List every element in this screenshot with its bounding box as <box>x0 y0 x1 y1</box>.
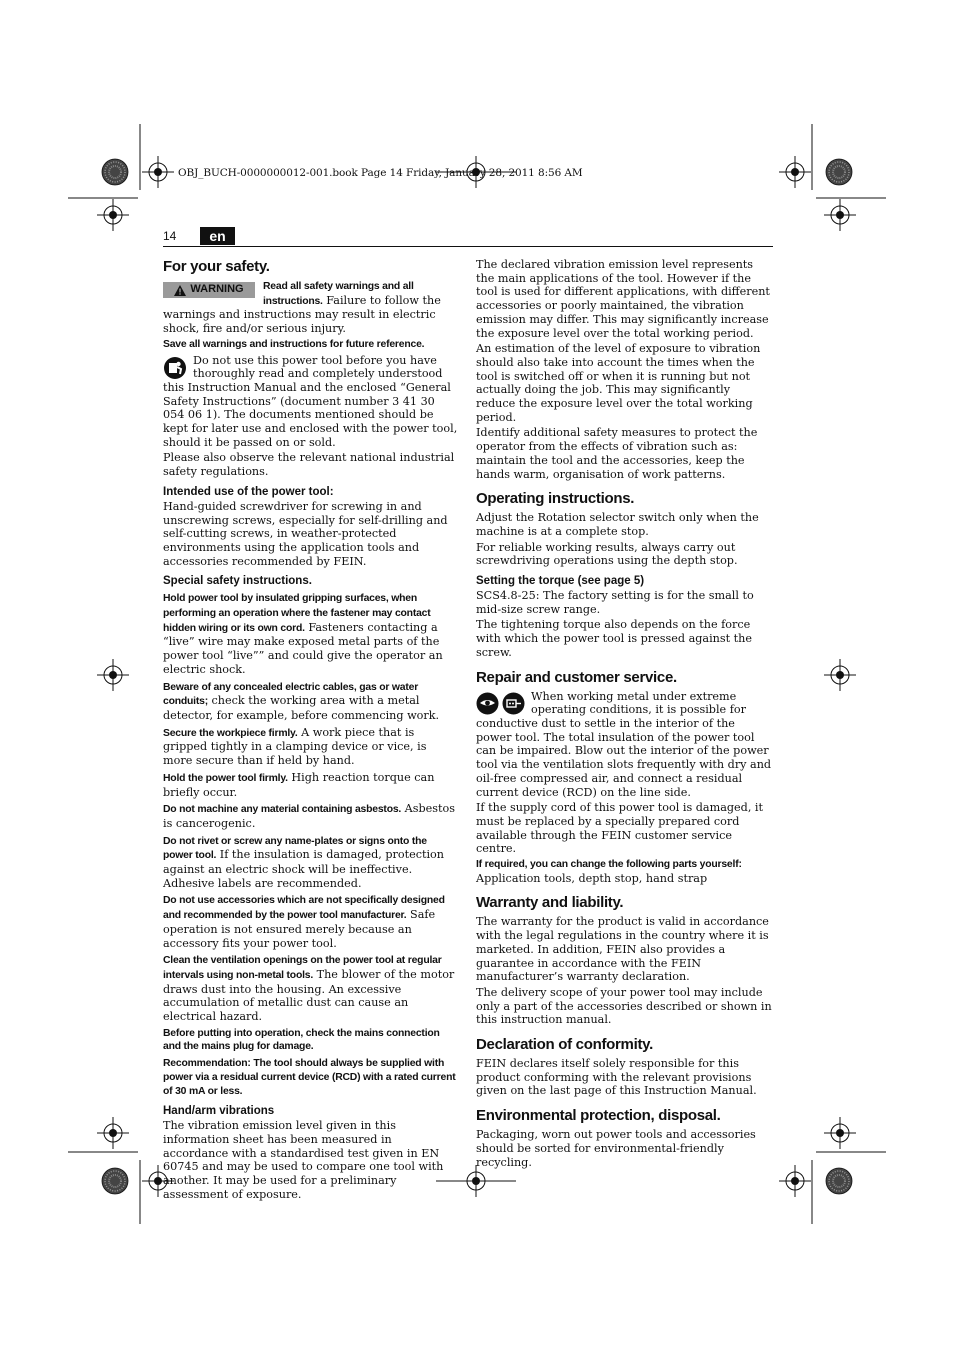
warning-body-text: Failure to follow the warnings and instructions may result in electric shock, fire and/or serious injury. <box>163 293 441 336</box>
vibration-paragraph: Identify additional safety measures to protect the operator from the effects of vibration such as: maintain the tool and the accessories, keep the hands warm, organisation of work patterns. <box>476 426 758 481</box>
safety-item-bold: Secure the workpiece firmly. <box>163 727 298 739</box>
replaceable-parts-text: Application tools, depth stop, hand strap <box>476 871 708 885</box>
national-regulations: Please also observe the relevant national industrial safety regulations. <box>163 451 455 479</box>
safety-item-text: The blower of the motor draws dust into the housing. An excessive accumulation of metallic dust can cause an electrical hazard. <box>163 967 455 1024</box>
replaceable-parts-bold: If required, you can change the following parts yourself: <box>476 859 742 871</box>
safety-item-bold: Hold power tool by insulated gripping surfaces, when performing an operation where the fastener may contact hidden wiring or its own cord. <box>163 593 431 634</box>
torque-paragraph: SCS4.8-25: The factory setting is for the small to mid-size screw range. <box>476 589 754 616</box>
warranty-paragraph: The delivery scope of your power tool may include only a part of the accessories described or shown in this instruction manual. <box>476 985 772 1027</box>
safety-item-text: High reaction torque can briefly occur. <box>163 770 435 799</box>
repair-paragraph: If the supply cord of this power tool is damaged, it must be replaced by a specially prepared cord available through the FEIN customer service centre. <box>476 801 764 856</box>
book-header-line: OBJ_BUCH-0000000012-001.book Page 14 Friday, January 28, 2011 8:56 AM <box>178 167 583 179</box>
read-manual-paragraph <box>163 354 459 450</box>
safety-item: Recommendation: The tool should always be supplied with power via a residual current device (RCD) with a rated current of 30 mA or less. <box>163 1058 456 1097</box>
repair-paragraph <box>476 690 772 800</box>
safety-item: Before putting into operation, check the mains connection and the mains plug for damage. <box>163 1027 440 1053</box>
warning-badge-label: WARNING <box>190 283 244 296</box>
vibration-heading: Hand/arm vibrations <box>163 1105 275 1118</box>
safety-item-text: Asbestos is cancerogenic. <box>163 802 455 830</box>
operating-paragraph: Adjust the Rotation selector switch only when the machine is at a complete stop. <box>476 511 759 538</box>
eye-protection-icon <box>476 692 499 715</box>
safety-item <box>163 726 459 768</box>
warning-badge <box>163 282 255 298</box>
save-instructions: Save all warnings and instructions for future reference. <box>163 338 425 350</box>
special-safety-heading: Special safety instructions. <box>163 575 312 588</box>
safety-item <box>163 893 459 950</box>
warning-triangle-icon <box>174 285 186 296</box>
section-title-warranty: Warranty and liability. <box>476 894 624 912</box>
safety-item <box>163 680 459 723</box>
intended-use-heading: Intended use of the power tool: <box>163 485 334 498</box>
read-manual-icon <box>163 356 187 380</box>
torque-heading: Setting the torque (see page 5) <box>476 575 645 588</box>
section-title-operating: Operating instructions. <box>476 490 635 508</box>
safety-item-bold: Clean the ventilation openings on the power tool at regular intervals using non-metal tools. <box>163 955 442 981</box>
repair-text: When working metal under extreme operating conditions, it is possible for conductive dust to settle in the interior of the power tool. The total insulation of the power tool can be impaired. Blow out the interior of the power tool via the ventilation slots frequently with dry and oil-free compressed air, and connect a residual current device (RCD) on the line side. <box>476 689 772 799</box>
safety-item <box>163 953 459 1024</box>
safety-item-bold: Beware of any concealed electric cables, gas or water conduits; <box>163 681 419 708</box>
section-title-safety: For your safety. <box>163 258 270 275</box>
safety-item <box>163 802 459 830</box>
safety-item-text: Fasteners contacting a “live” wire may make exposed metal parts of the power tool “live”” and could give the operator an electric shock. <box>163 620 443 676</box>
warning-paragraph <box>163 279 459 336</box>
vibration-paragraph: The declared vibration emission level represents the main applications of the tool. However if the tool is used for different applications, with different accessories or poorly maintained, the vibration emission may differ. This may significantly increase the exposure level over the total working period. <box>476 258 770 340</box>
vibration-paragraph: An estimation of the level of exposure to vibration should also take into account the times when the tool is switched off or when it is running but not actually doing the job. This may significantly reduce the exposure level over the total working period. <box>476 342 761 424</box>
warning-bold-text: Read all safety warnings and all instructions. <box>263 281 414 307</box>
safety-item-text: If the insulation is damaged, protection against an electric shock will be ineffective. Adhesive labels are recommended. <box>163 848 445 890</box>
right-column <box>476 258 772 1171</box>
safety-item-bold: Do not machine any material containing asbestos. <box>163 804 402 816</box>
read-manual-text: Do not use this power tool before you have thoroughly read and completely understood this Instruction Manual and the enclosed “General Safety Instructions” (document number 3 41 30 054 06 1). The documents mentioned should be kept for later use and enclosed with the power tool, should it be passed on or sold. <box>163 353 458 449</box>
section-title-environment: Environmental protection, disposal. <box>476 1107 721 1125</box>
vibration-text: The vibration emission level given in this information sheet has been measured in accordance with a standardised test given in EN 60745 and may be used to compare one tool with another. It may be used for a preliminary assessment of exposure. <box>163 1119 444 1201</box>
declaration-paragraph: FEIN declares itself solely responsible for this product conforming with the relevant provisions given on the last page of this Instruction Manual. <box>476 1057 757 1098</box>
section-title-declaration: Declaration of conformity. <box>476 1036 653 1054</box>
safety-item <box>163 591 459 676</box>
torque-paragraph: The tightening torque also depends on the force with which the power tool is pressed against the screw. <box>476 618 753 659</box>
safety-item-text: Safe operation is not ensured merely because an accessory fits your power tool. <box>163 908 436 950</box>
left-column <box>163 258 459 1203</box>
safety-item-text: check the working area with a metal detector, for example, before commencing work. <box>163 694 440 722</box>
warranty-paragraph: The warranty for the product is valid in accordance with the legal regulations in the country where it is marketed. In addition, FEIN also provides a guarantee in accordance with the FEIN manufacturer’s warranty declaration. <box>476 915 769 984</box>
safety-item <box>163 771 459 799</box>
safety-item-bold: Do not use accessories which are not specifically designed and recommended by the power tool manufacturer. <box>163 895 445 922</box>
operating-paragraph: For reliable working results, always carry out screwdriving operations using the depth stop. <box>476 540 738 568</box>
page-number: 14 <box>163 229 177 243</box>
header-rule <box>163 246 773 247</box>
dust-extraction-icon <box>502 692 525 715</box>
language-tab: en <box>200 227 235 245</box>
protection-icons <box>476 692 525 715</box>
environment-paragraph: Packaging, worn out power tools and accessories should be sorted for environmental-friendly recycling. <box>476 1128 756 1169</box>
safety-item-bold: Hold the power tool firmly. <box>163 772 288 784</box>
safety-item <box>163 834 459 891</box>
section-title-repair: Repair and customer service. <box>476 668 677 686</box>
safety-item-text: A work piece that is gripped tightly in a clamping device or vice, is more secure than if held by hand. <box>163 725 427 768</box>
safety-item-bold: Do not rivet or screw any name-plates or signs onto the power tool. <box>163 835 427 862</box>
intended-use-text: Hand-guided screwdriver for screwing in and unscrewing screws, especially for self-drilling and self-cutting screws, in weather-protected environments using the application tools and accessories recommended by FEIN. <box>163 499 448 568</box>
